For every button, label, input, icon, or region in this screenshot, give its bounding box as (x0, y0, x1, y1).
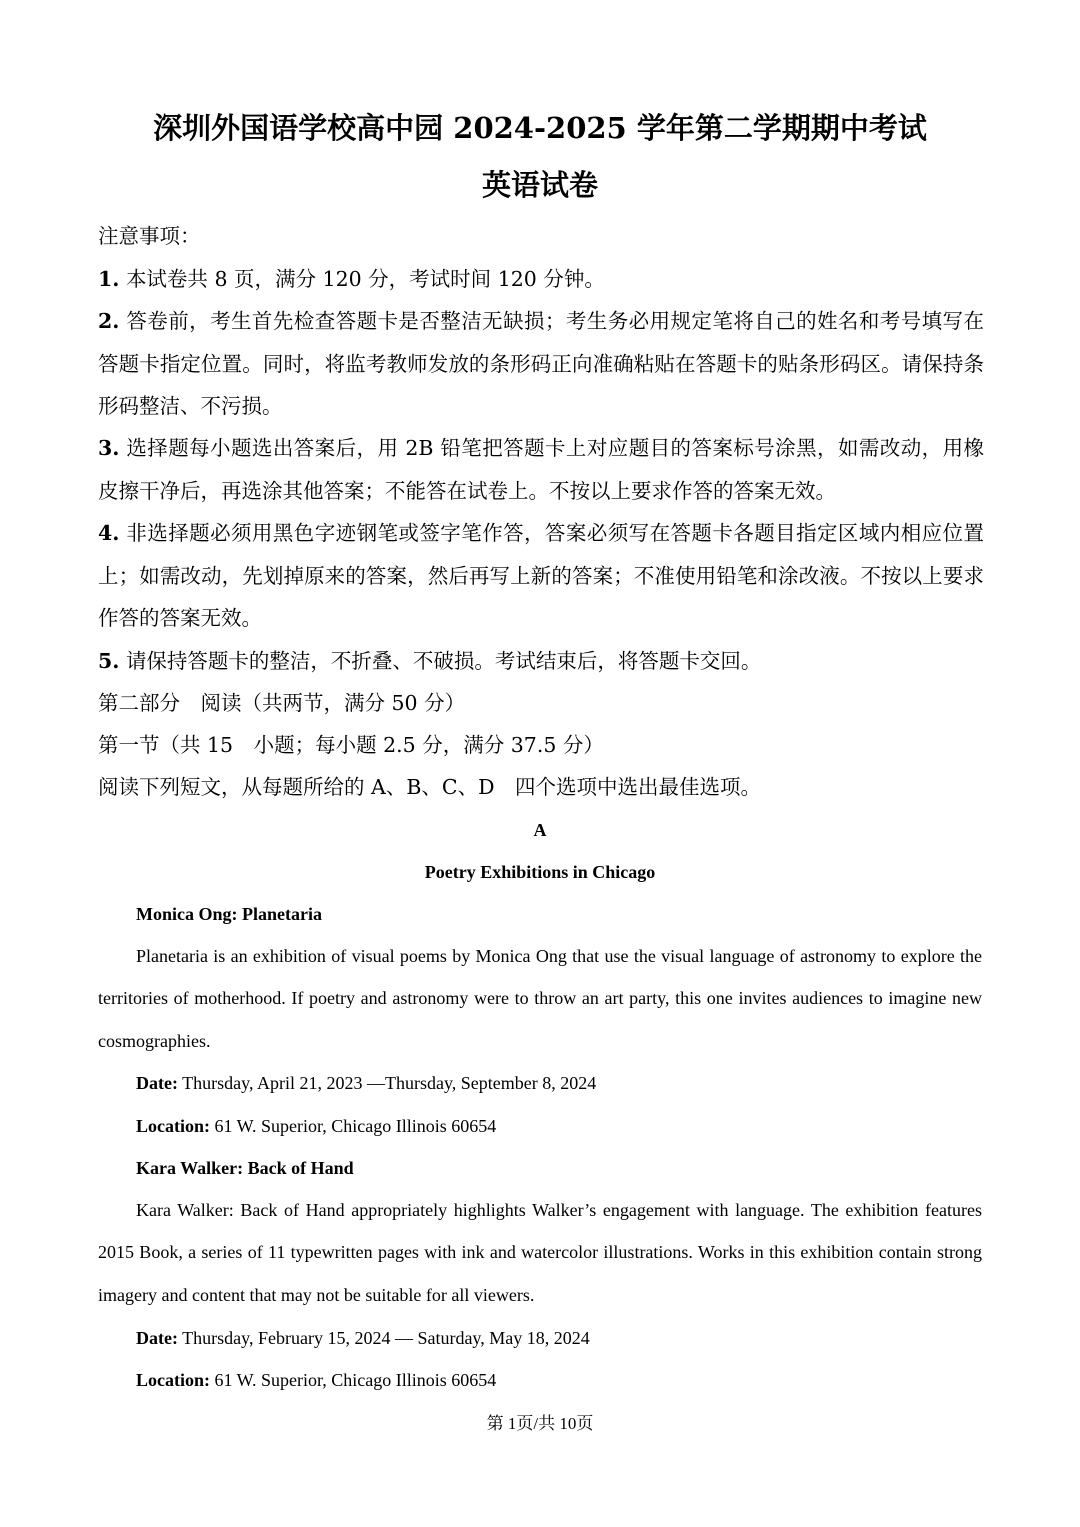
notice-heading: 注意事项： (98, 224, 201, 248)
notice-item-2 (98, 300, 984, 428)
page-number: 第 1页/共 10页 (486, 1414, 594, 1433)
part-heading: 第二部分 阅读（共两节，满分 50 分） (98, 691, 466, 715)
exhibition-location (136, 1359, 496, 1401)
notice-item-number: 1. (98, 267, 120, 291)
notice-item-3 (98, 427, 984, 512)
notice-item-text: 非选择题必须用黑色字迹钢笔或签字笔作答，答案必须写在答题卡各题目指定区域内相应位置上；如需改动，先划掉原来的答案，然后再写上新的答案；不准使用铅笔和涂改液。不按以上要求作答的答案无效。 (98, 521, 984, 630)
exam-subject-title: 英语试卷 (481, 168, 598, 202)
notice-item-4 (98, 512, 984, 640)
exhibition-location (136, 1105, 496, 1147)
exhibition-heading: Kara Walker: Back of Hand (136, 1158, 354, 1178)
exam-title: 深圳外国语学校高中园 2024-2025 学年第二学期期中考试 (153, 111, 927, 145)
exhibition-date (136, 1062, 596, 1104)
notice-item-text: 选择题每小题选出答案后，用 2B 铅笔把答题卡上对应题目的答案标号涂黑，如需改动，用橡皮擦干净后，再选涂其他答案；不能答在试卷上。不按以上要求作答的答案无效。 (98, 436, 984, 503)
notice-item-number: 4. (98, 521, 120, 545)
passage-letter: A (533, 820, 547, 840)
exhibition-description: Planetaria is an exhibition of visual poems by Monica Ong that use the visual language of astronomy to explore the territories of motherhood. If poetry and astronomy were to throw an art party, this one invites audiences to imagine new cosmographies. (98, 946, 982, 1051)
date-value: Thursday, February 15, 2024 — Saturday, May 18, 2024 (177, 1328, 590, 1348)
date-value: Thursday, April 21, 2023 —Thursday, September 8, 2024 (177, 1073, 597, 1093)
notice-item-number: 2. (98, 309, 120, 333)
location-value: 61 W. Superior, Chicago Illinois 60654 (210, 1116, 497, 1136)
exhibition-heading: Monica Ong: Planetaria (136, 904, 322, 924)
passage-title: Poetry Exhibitions in Chicago (424, 862, 656, 882)
notice-item-text: 请保持答题卡的整洁，不折叠、不破损。考试结束后，将答题卡交回。 (125, 649, 762, 673)
notice-item-5 (98, 640, 984, 683)
notice-item-text: 答卷前，考生首先检查答题卡是否整洁无缺损；考生务必用规定笔将自己的姓名和考号填写在答题卡指定位置。同时，将监考教师发放的条形码正向准确粘贴在答题卡的贴条形码区。请保持条形码整洁、不污损。 (98, 309, 984, 418)
section-heading: 第一节（共 15 小题；每小题 2.5 分，满分 37.5 分） (98, 733, 604, 757)
date-label: Date: (136, 1328, 178, 1348)
date-label: Date: (136, 1073, 178, 1093)
notice-item-number: 3. (98, 436, 120, 460)
location-value: 61 W. Superior, Chicago Illinois 60654 (210, 1370, 497, 1390)
exhibition-description: Kara Walker: Back of Hand appropriately highlights Walker’s engagement with language. The exhibition features 2015 Book, a series of 11 typewritten pages with ink and watercolor illustrations. Works in this exhibition contain strong imagery and content that may not be suitable for all viewers. (98, 1200, 982, 1305)
exhibition-date (136, 1317, 590, 1359)
notice-item-number: 5. (98, 649, 120, 673)
location-label: Location: (136, 1370, 210, 1390)
reading-instruction: 阅读下列短文，从每题所给的 A、B、C、D 四个选项中选出最佳选项。 (98, 775, 762, 799)
location-label: Location: (136, 1116, 210, 1136)
notice-item-text: 本试卷共 8 页，满分 120 分，考试时间 120 分钟。 (125, 267, 605, 291)
notice-item-1 (98, 258, 984, 301)
